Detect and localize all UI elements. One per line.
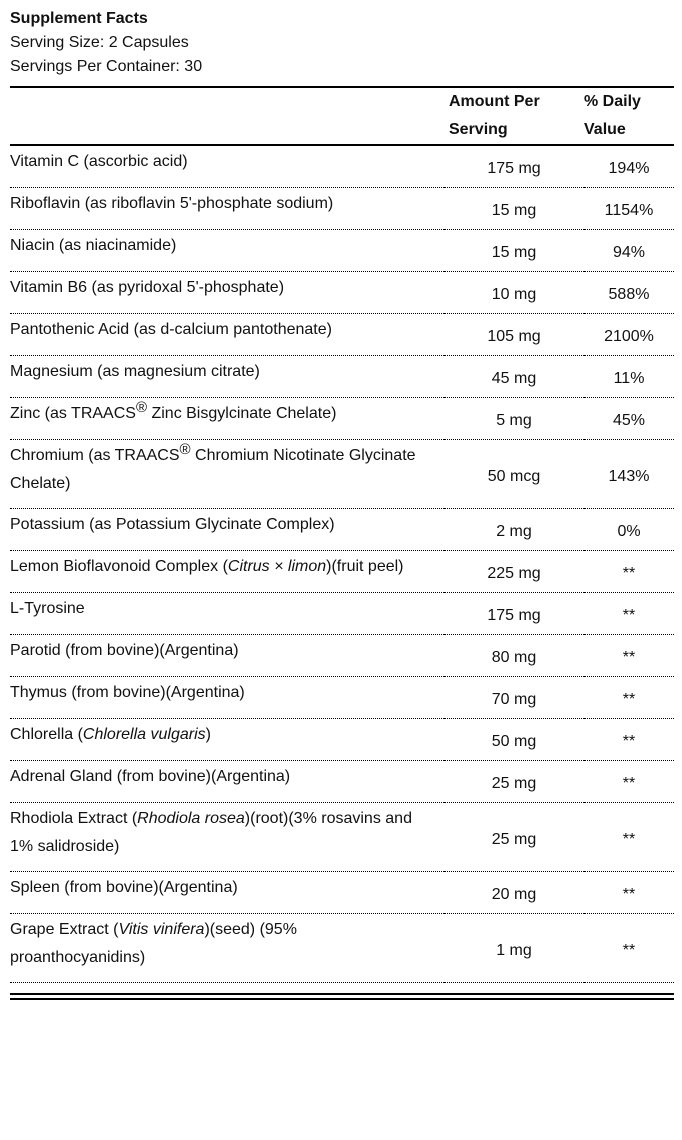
ingredient-name: [10, 398, 444, 440]
ingredient-text: ): [205, 726, 211, 743]
ingredient-text: Zinc Bisgylcinate Chelate): [147, 405, 337, 422]
ingredient-name: [10, 803, 444, 872]
dv-header-line-2: Value: [584, 121, 626, 138]
ingredient-text: Grape Extract (: [10, 921, 119, 938]
ingredient-name: [10, 509, 444, 551]
table-row: [10, 230, 674, 272]
botanical-name: Chlorella vulgaris: [82, 726, 206, 743]
ingredient-text: )(root)(3% rosavins and 1% salidroside): [10, 810, 412, 855]
amount-per-serving: 225 mg: [444, 551, 584, 593]
amount-per-serving: 1 mg: [444, 914, 584, 983]
ingredient-name: [10, 719, 444, 761]
table-row: [10, 677, 674, 719]
amount-per-serving: 105 mg: [444, 314, 584, 356]
table-row: [10, 314, 674, 356]
table-row: [10, 551, 674, 593]
ingredient-name: [10, 551, 444, 593]
daily-value: 194%: [584, 145, 674, 188]
ingredient-text: Parotid (from bovine)(Argentina): [10, 642, 239, 659]
botanical-name: Rhodiola rosea: [137, 810, 245, 827]
ingredient-name: [10, 314, 444, 356]
daily-value: 0%: [584, 509, 674, 551]
servings-per-container: Servings Per Container: 30: [10, 58, 203, 75]
ingredient-name: [10, 914, 444, 983]
ingredient-column-header: [10, 88, 444, 145]
daily-value: 588%: [584, 272, 674, 314]
daily-value: **: [584, 914, 674, 983]
amount-per-serving: 50 mcg: [444, 440, 584, 509]
daily-value: **: [584, 872, 674, 914]
amount-per-serving: 15 mg: [444, 230, 584, 272]
amount-per-serving: 50 mg: [444, 719, 584, 761]
ingredient-text: Spleen (from bovine)(Argentina): [10, 879, 238, 896]
amount-header-line-2: Serving: [449, 121, 508, 138]
table-row: [10, 593, 674, 635]
dv-header-line-1: % Daily: [584, 93, 641, 110]
ingredient-name: [10, 761, 444, 803]
panel-title: Supplement Facts: [10, 10, 148, 27]
ingredient-text: Lemon Bioflavonoid Complex (: [10, 558, 228, 575]
ingredient-name: [10, 635, 444, 677]
amount-per-serving: 15 mg: [444, 188, 584, 230]
daily-value-column-header: [584, 88, 674, 145]
amount-per-serving: 70 mg: [444, 677, 584, 719]
daily-value: **: [584, 677, 674, 719]
ingredient-text: Thymus (from bovine)(Argentina): [10, 684, 245, 701]
table-row: [10, 509, 674, 551]
daily-value: 94%: [584, 230, 674, 272]
table-row: [10, 719, 674, 761]
ingredient-name: [10, 677, 444, 719]
supplement-table: [10, 88, 674, 983]
ingredient-text: Vitamin C (ascorbic acid): [10, 153, 188, 170]
amount-per-serving: 10 mg: [444, 272, 584, 314]
ingredient-text: Riboflavin (as riboflavin 5'-phosphate sodium): [10, 195, 334, 212]
table-row: [10, 761, 674, 803]
table-row: [10, 272, 674, 314]
registered-mark: ®: [179, 441, 191, 458]
daily-value: 11%: [584, 356, 674, 398]
ingredient-text: Niacin (as niacinamide): [10, 237, 177, 254]
daily-value: 2100%: [584, 314, 674, 356]
ingredient-text: Chromium Nicotinate Glycinate Chelate): [10, 447, 416, 492]
amount-per-serving: 80 mg: [444, 635, 584, 677]
ingredient-name: [10, 440, 444, 509]
ingredient-name: [10, 188, 444, 230]
daily-value: **: [584, 761, 674, 803]
amount-per-serving: 25 mg: [444, 803, 584, 872]
ingredient-text: Zinc (as TRAACS: [10, 405, 136, 422]
botanical-name: Citrus × limon: [227, 558, 327, 575]
serving-size: Serving Size: 2 Capsules: [10, 34, 189, 51]
ingredient-text: Magnesium (as magnesium citrate): [10, 363, 260, 380]
header-row: [10, 88, 674, 145]
daily-value: 45%: [584, 398, 674, 440]
supplement-facts-panel: [10, 0, 674, 1000]
ingredient-name: [10, 593, 444, 635]
ingredient-text: L-Tyrosine: [10, 600, 85, 617]
amount-header-line-1: Amount Per: [449, 93, 540, 110]
ingredient-text: )(fruit peel): [326, 558, 404, 575]
amount-per-serving: 25 mg: [444, 761, 584, 803]
ingredient-text: Vitamin B6 (as pyridoxal 5'-phosphate): [10, 279, 285, 296]
daily-value: **: [584, 551, 674, 593]
ingredient-name: [10, 872, 444, 914]
ingredient-name: [10, 145, 444, 188]
ingredient-name: [10, 272, 444, 314]
bottom-divider: [10, 993, 674, 1000]
ingredient-name: [10, 230, 444, 272]
daily-value: 1154%: [584, 188, 674, 230]
amount-per-serving: 20 mg: [444, 872, 584, 914]
ingredient-text: )(seed) (95% proanthocyanidins): [10, 921, 297, 966]
ingredient-text: Potassium (as Potassium Glycinate Complex): [10, 516, 335, 533]
ingredient-text: Rhodiola Extract (: [10, 810, 138, 827]
botanical-name: Vitis vinifera: [118, 921, 205, 938]
amount-column-header: [444, 88, 584, 145]
table-row: [10, 356, 674, 398]
amount-per-serving: 175 mg: [444, 145, 584, 188]
amount-per-serving: 5 mg: [444, 398, 584, 440]
table-row: [10, 872, 674, 914]
ingredient-text: Chlorella (: [10, 726, 83, 743]
registered-mark: ®: [135, 399, 148, 416]
amount-per-serving: 2 mg: [444, 509, 584, 551]
table-row: [10, 145, 674, 188]
ingredient-name: [10, 356, 444, 398]
table-row: [10, 440, 674, 509]
amount-per-serving: 45 mg: [444, 356, 584, 398]
daily-value: **: [584, 719, 674, 761]
amount-per-serving: 175 mg: [444, 593, 584, 635]
table-row: [10, 914, 674, 983]
table-row: [10, 188, 674, 230]
table-row: [10, 635, 674, 677]
table-row: [10, 398, 674, 440]
table-row: [10, 803, 674, 872]
daily-value: 143%: [584, 440, 674, 509]
ingredient-text: Pantothenic Acid (as d-calcium pantothenate): [10, 321, 332, 338]
ingredient-text: Adrenal Gland (from bovine)(Argentina): [10, 768, 291, 785]
daily-value: **: [584, 593, 674, 635]
ingredient-text: Chromium (as TRAACS: [10, 447, 180, 464]
daily-value: **: [584, 635, 674, 677]
daily-value: **: [584, 803, 674, 872]
ingredient-rows: [10, 145, 674, 983]
